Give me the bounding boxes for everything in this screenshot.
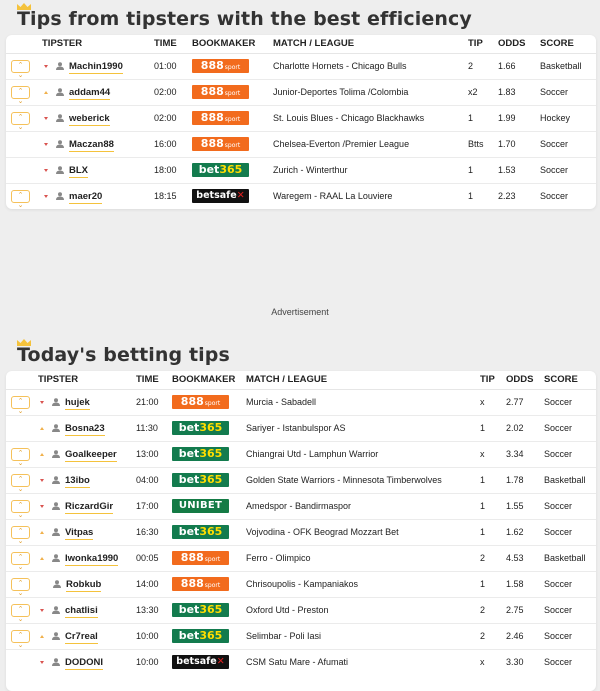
user-icon: [56, 88, 64, 96]
todays-tips-rows: [6, 389, 596, 675]
user-icon: [52, 424, 60, 432]
tip-value: x2: [468, 79, 498, 105]
odds-value: 2.77: [506, 389, 544, 415]
tip-time: 21:00: [136, 389, 172, 415]
match-league: Murcia - Sabadell: [246, 389, 480, 415]
col-odds: ODDS: [498, 35, 540, 53]
sport-value: Basketball: [544, 467, 596, 493]
tip-time: 13:00: [136, 441, 172, 467]
sport-value: Soccer: [544, 389, 596, 415]
col-match: MATCH / LEAGUE: [246, 371, 480, 389]
match-league: Chelsea-Everton /Premier League: [273, 131, 468, 157]
todays-tips-card: [6, 371, 596, 691]
tip-value: 1: [480, 493, 506, 519]
tipster-link[interactable]: chatlisi: [65, 604, 98, 616]
tipster-link[interactable]: RiczardGir: [65, 500, 114, 512]
tip-value: 1: [468, 191, 474, 202]
bookmaker-888sport-logo[interactable]: 888sport: [172, 551, 229, 565]
tipster-link[interactable]: BLX: [69, 164, 88, 176]
tip-time: 04:00: [136, 467, 172, 493]
trend-down-icon: [44, 65, 48, 68]
trend-up-icon: [40, 557, 44, 560]
sport-value: Basketball: [544, 545, 596, 571]
table-row: [6, 415, 596, 441]
sport-value: Soccer: [544, 597, 596, 623]
bookmaker-888sport-logo[interactable]: 888sport: [192, 85, 249, 99]
trend-down-icon: [40, 401, 44, 404]
match-league: Chrisoupolis - Kampaniakos: [246, 571, 480, 597]
col-bookmaker: BOOKMAKER: [172, 371, 246, 389]
section-title-best-efficiency: Tips from tipsters with the best efficiency: [17, 8, 472, 30]
section-title-todays-tips: Today's betting tips: [17, 344, 230, 366]
tip-time: 16:30: [136, 519, 172, 545]
user-icon: [52, 502, 60, 510]
odds-value: 1.78: [506, 467, 544, 493]
user-icon: [53, 580, 61, 588]
user-icon: [52, 450, 60, 458]
col-score: SCORE: [544, 371, 596, 389]
table-row: [6, 597, 596, 623]
tipster-link[interactable]: Cr7real: [65, 630, 98, 642]
trend-down-icon: [40, 505, 44, 508]
tip-time: 17:00: [136, 493, 172, 519]
expand-toggle-button[interactable]: ⌃ ⌄: [11, 112, 30, 125]
tipster-link[interactable]: Maczan88: [69, 138, 114, 150]
user-icon: [56, 140, 64, 148]
tip-time: 00:05: [136, 545, 172, 571]
tipster-link[interactable]: Vitpas: [65, 526, 94, 538]
tip-value: 1: [480, 571, 506, 597]
tip-value: 2: [468, 53, 498, 79]
bookmaker-888sport-logo[interactable]: 888sport: [192, 59, 249, 73]
table-row: [6, 157, 596, 183]
tip-time: 02:00: [154, 105, 192, 131]
col-match: MATCH / LEAGUE: [273, 35, 468, 53]
tipster-link[interactable]: weberick: [69, 112, 110, 124]
table-row: [6, 519, 596, 545]
bookmaker-bet365-logo[interactable]: bet365: [172, 603, 229, 617]
odds-value: 3.30: [506, 657, 524, 668]
table-row: [6, 53, 596, 79]
tip-value: Btts: [468, 131, 498, 157]
tipster-link[interactable]: 13ibo: [65, 474, 90, 486]
trend-up-icon: [40, 427, 44, 430]
bookmaker-bet365-logo[interactable]: bet365: [192, 163, 249, 177]
bookmaker-888sport-logo[interactable]: 888sport: [192, 137, 249, 151]
sport-value: Basketball: [540, 53, 596, 79]
bookmaker-bet365-logo[interactable]: bet365: [172, 629, 229, 643]
tip-time: 10:00: [136, 657, 159, 668]
expand-toggle-button[interactable]: ⌃ ⌄: [11, 86, 30, 99]
table-header: [6, 371, 596, 389]
tip-value: 2: [480, 623, 506, 649]
table-row: [6, 131, 596, 157]
bookmaker-bet365-logo[interactable]: bet365: [172, 447, 229, 461]
expand-toggle-button[interactable]: ⌃ ⌄: [11, 552, 30, 565]
tipster-link[interactable]: maer20: [69, 190, 103, 202]
bookmaker-bet365-logo[interactable]: bet365: [172, 525, 229, 539]
expand-toggle-button[interactable]: ⌃ ⌄: [11, 604, 30, 617]
tip-value: 1: [480, 467, 506, 493]
tip-time: 18:15: [154, 191, 177, 202]
trend-down-icon: [40, 479, 44, 482]
table-row: [6, 183, 596, 209]
match-league: Charlotte Hornets - Chicago Bulls: [273, 53, 468, 79]
tip-value: 2: [480, 597, 506, 623]
user-icon: [52, 606, 60, 614]
odds-value: 1.66: [498, 53, 540, 79]
tip-value: 1: [468, 157, 498, 183]
match-league: Vojvodina - OFK Beograd Mozzart Bet: [246, 519, 480, 545]
user-icon: [56, 166, 64, 174]
user-icon: [52, 554, 60, 562]
expand-toggle-button[interactable]: ⌃ ⌄: [11, 526, 30, 539]
tipster-link[interactable]: Bosna23: [65, 422, 105, 434]
odds-value: 1.53: [498, 157, 540, 183]
table-row: [6, 571, 596, 597]
col-bookmaker: BOOKMAKER: [192, 35, 273, 53]
bookmaker-bet365-logo[interactable]: bet365: [172, 473, 229, 487]
col-tip: TIP: [468, 35, 498, 53]
user-icon: [52, 476, 60, 484]
bookmaker-888sport-logo[interactable]: 888sport: [172, 395, 229, 409]
bookmaker-betsafe-logo[interactable]: betsafe✕: [172, 655, 229, 669]
tip-value: 1: [468, 105, 498, 131]
best-efficiency-card: [6, 35, 596, 209]
best-efficiency-rows: [6, 53, 596, 209]
trend-down-icon: [40, 609, 44, 612]
col-tipster: TIPSTER: [38, 371, 136, 389]
tip-value: x: [480, 389, 506, 415]
match-league: St. Louis Blues - Chicago Blackhawks: [273, 105, 468, 131]
trend-down-icon: [40, 661, 44, 664]
user-icon: [52, 658, 60, 666]
sport-value: Soccer: [540, 157, 596, 183]
tip-time: 11:30: [136, 415, 172, 441]
odds-value: 1.99: [498, 105, 540, 131]
col-time: TIME: [136, 371, 172, 389]
tip-time: 18:00: [154, 157, 192, 183]
tip-time: 13:30: [136, 597, 172, 623]
expand-toggle-button[interactable]: ⌃ ⌄: [11, 500, 30, 513]
trend-up-icon: [44, 91, 48, 94]
trend-up-icon: [40, 531, 44, 534]
user-icon: [52, 528, 60, 536]
sport-value: Soccer: [544, 493, 596, 519]
tip-value: x: [480, 441, 506, 467]
tipster-link[interactable]: Machin1990: [69, 60, 123, 72]
sport-value: Soccer: [544, 657, 573, 668]
sport-value: Soccer: [540, 131, 596, 157]
table-header: [6, 35, 596, 53]
table-row: [6, 493, 596, 519]
expand-toggle-button[interactable]: ⌃ ⌄: [11, 448, 30, 461]
todays-tips-table: [6, 371, 596, 675]
sport-value: Soccer: [544, 415, 596, 441]
sport-value: Soccer: [544, 519, 596, 545]
table-row: [6, 467, 596, 493]
tip-time: 01:00: [154, 53, 192, 79]
match-league: Selimbar - Poli Iasi: [246, 623, 480, 649]
table-row: [6, 389, 596, 415]
table-row: [6, 545, 596, 571]
odds-value: 4.53: [506, 545, 544, 571]
user-icon: [56, 62, 64, 70]
match-league: Zurich - Winterthur: [273, 157, 468, 183]
odds-value: 1.83: [498, 79, 540, 105]
col-tipster: TIPSTER: [42, 35, 154, 53]
sport-value: Soccer: [544, 623, 596, 649]
tip-time: 10:00: [136, 623, 172, 649]
user-icon: [56, 192, 64, 200]
tipster-link[interactable]: Goalkeeper: [65, 448, 117, 460]
col-odds: ODDS: [506, 371, 544, 389]
odds-value: 2.23: [498, 191, 516, 202]
table-row: [6, 441, 596, 467]
expand-toggle-button[interactable]: ⌃ ⌄: [11, 474, 30, 487]
expand-toggle-button[interactable]: ⌃ ⌄: [11, 60, 30, 73]
tip-value: 1: [480, 519, 506, 545]
bookmaker-888sport-logo[interactable]: 888sport: [172, 577, 229, 591]
odds-value: 2.75: [506, 597, 544, 623]
match-league: Junior-Deportes Tolima /Colombia: [273, 79, 468, 105]
match-league: Ferro - Olimpico: [246, 545, 480, 571]
expand-toggle-button[interactable]: ⌃ ⌄: [11, 578, 30, 591]
sport-value: Soccer: [544, 571, 596, 597]
odds-value: 2.02: [506, 415, 544, 441]
tip-value: 1: [480, 415, 506, 441]
best-efficiency-table: [6, 35, 596, 209]
user-icon: [52, 398, 60, 406]
trend-down-icon: [44, 195, 48, 198]
tip-value: x: [480, 657, 485, 668]
expand-toggle-button[interactable]: ⌃ ⌄: [11, 630, 30, 643]
match-league: Oxford Utd - Preston: [246, 597, 480, 623]
bookmaker-bet365-logo[interactable]: bet365: [172, 421, 229, 435]
trend-down-icon: [44, 169, 48, 172]
odds-value: 1.55: [506, 493, 544, 519]
expand-toggle-button[interactable]: ⌃ ⌄: [11, 396, 30, 409]
user-icon: [52, 632, 60, 640]
advertisement-label: Advertisement: [271, 307, 329, 317]
sport-value: Soccer: [540, 79, 596, 105]
match-league: Amedspor - Bandirmaspor: [246, 493, 480, 519]
trend-down-icon: [44, 143, 48, 146]
odds-value: 3.34: [506, 441, 544, 467]
table-row: [6, 623, 596, 649]
trend-up-icon: [40, 453, 44, 456]
bookmaker-888sport-logo[interactable]: 888sport: [192, 111, 249, 125]
col-time: TIME: [154, 35, 192, 53]
match-league: Chiangrai Utd - Lamphun Warrior: [246, 441, 480, 467]
tipster-link[interactable]: Robkub: [66, 578, 102, 590]
user-icon: [56, 114, 64, 122]
tip-time: 14:00: [136, 571, 172, 597]
col-score: SCORE: [540, 35, 596, 53]
trend-down-icon: [44, 117, 48, 120]
match-league: Sariyer - Istanbulspor AS: [246, 415, 480, 441]
tipster-link[interactable]: DODONI: [65, 656, 103, 668]
bookmaker-unibet-logo[interactable]: UNIBET: [172, 499, 229, 513]
match-league: Waregem - RAAL La Louviere: [273, 191, 393, 202]
match-league: CSM Satu Mare - Afumati: [246, 657, 349, 668]
tip-time: 02:00: [154, 79, 192, 105]
sport-value: Soccer: [540, 191, 569, 202]
odds-value: 1.70: [498, 131, 540, 157]
sport-value: Hockey: [540, 105, 596, 131]
bookmaker-betsafe-logo[interactable]: betsafe✕: [192, 189, 249, 203]
table-row: [6, 79, 596, 105]
tip-time: 16:00: [154, 131, 192, 157]
tipster-link[interactable]: hujek: [65, 396, 90, 408]
col-tip: TIP: [480, 371, 506, 389]
odds-value: 2.46: [506, 623, 544, 649]
odds-value: 1.62: [506, 519, 544, 545]
table-row: [6, 105, 596, 131]
tipster-link[interactable]: addam44: [69, 86, 111, 98]
sport-value: Soccer: [544, 441, 596, 467]
expand-toggle-button[interactable]: ⌃ ⌄: [11, 190, 30, 203]
tip-value: 2: [480, 545, 506, 571]
table-row: [6, 649, 596, 675]
match-league: Golden State Warriors - Minnesota Timberwolves: [246, 467, 480, 493]
tipster-link[interactable]: Iwonka1990: [65, 552, 119, 564]
trend-up-icon: [40, 635, 44, 638]
odds-value: 1.58: [506, 571, 544, 597]
